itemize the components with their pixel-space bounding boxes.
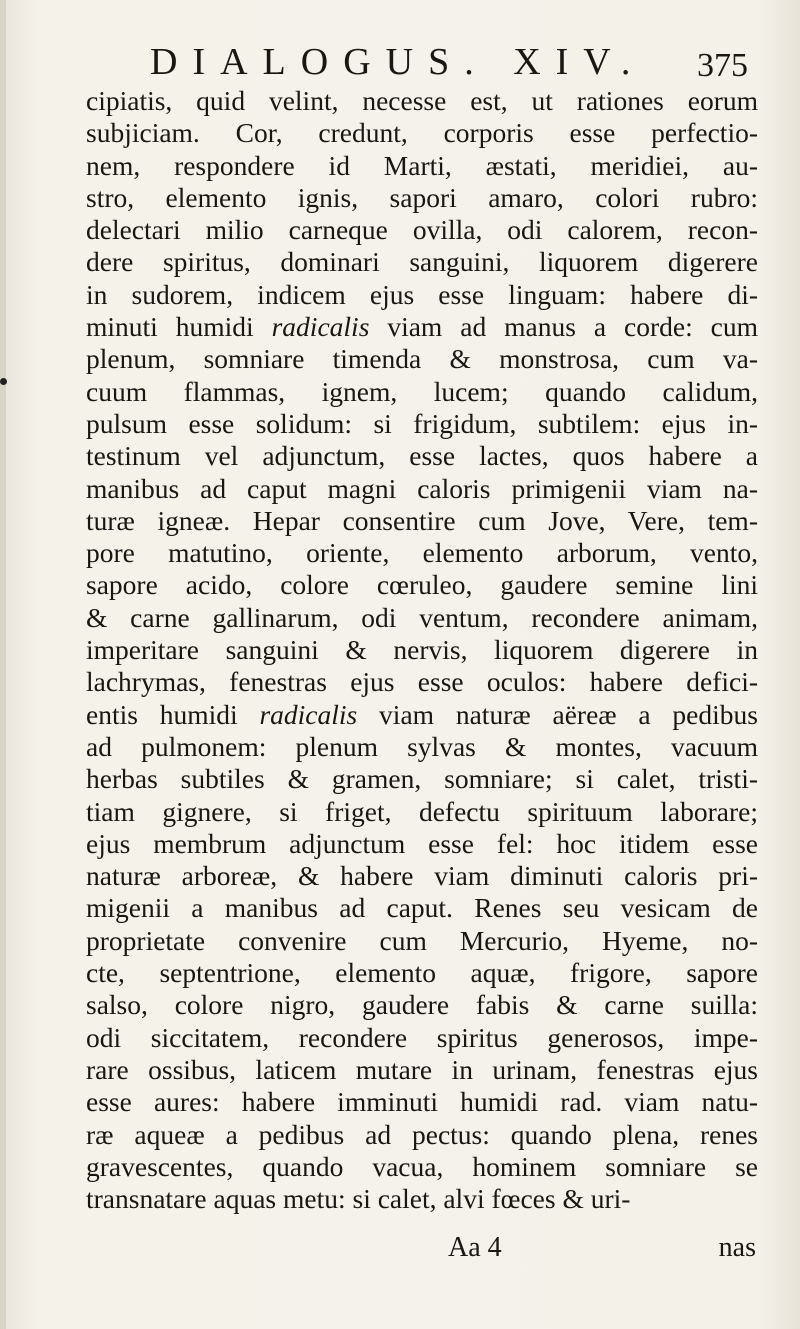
text-line: minuti humidi radicalis viam ad manus a corde: cum [86,311,758,343]
text-line: manibus ad caput magni caloris primigenii viam na- [86,472,758,504]
text-line: pulsum esse solidum: si frigidum, subtilem: ejus in- [86,407,758,439]
italic-word: radicalis [259,698,358,730]
text-line: transnatare aquas metu: si calet, alvi fœces & uri- [86,1183,631,1215]
text-line: ræ aqueæ a pedibus ad pectus: quando plena, renes [86,1118,758,1150]
page-footer [86,1230,758,1266]
text-line: nem, respondere id Marti, æstati, meridiei, au- [86,149,758,181]
text-line: testinum vel adjunctum, esse lactes, quos habere a [86,440,758,472]
text-line: plenum, somniare timenda & monstrosa, cum va- [86,343,758,375]
text-line: tiam gignere, si friget, defectu spirituum laborare; [86,795,758,827]
text-line: ad pulmonem: plenum sylvas & montes, vacuum [86,730,758,762]
printer-signature-mark: Aa 4 [448,1232,502,1263]
text-line: cte, septentrione, elemento aquæ, frigore, sapore [86,957,758,989]
text-line: cipiatis, quid velint, necesse est, ut rationes eorum [86,85,758,116]
text-line: sapore acido, colore cœruleo, gaudere semine lini [86,569,758,601]
body-text [86,85,758,1215]
text-line: in sudorem, indicem ejus esse linguam: habere di- [86,278,758,310]
text-line: turæ igneæ. Hepar consentire cum Jove, Vere, tem- [86,504,758,536]
text-line: stro, elemento ignis, sapori amaro, colori rubro: [86,181,758,213]
text-line: cuum flammas, ignem, lucem; quando calidum, [86,375,758,407]
running-head [150,40,760,84]
text-line: proprietate convenire cum Mercurio, Hyeme, no- [86,924,758,956]
italic-word: radicalis [271,311,370,343]
text-line: migenii a manibus ad caput. Renes seu vesicam de [86,892,758,924]
text-line: entis humidi radicalis viam naturæ aëreæ a pedibus [86,698,758,730]
text-line: imperitare sanguini & nervis, liquorem digerere in [86,634,758,666]
page-edge-shadow [0,0,6,1329]
running-head-title: DIALOGUS. XIV. [150,41,646,83]
text-line: salso, colore nigro, gaudere fabis & carne suilla: [86,989,758,1021]
text-line: naturæ arboreæ, & habere viam diminuti caloris pri- [86,860,758,892]
ink-dot [0,378,7,385]
text-line: lachrymas, fenestras ejus esse oculos: habere defici- [86,666,758,698]
text-line: gravescentes, quando vacua, hominem somniare se [86,1150,758,1182]
text-line: rare ossibus, laticem mutare in urinam, fenestras ejus [86,1053,758,1085]
text-line: esse aures: habere imminuti humidi rad. viam natu- [86,1086,758,1118]
page-number: 375 [697,47,748,84]
text-line: odi siccitatem, recondere spiritus generosos, impe- [86,1021,758,1053]
text-line: & carne gallinarum, odi ventum, recondere animam, [86,601,758,633]
catchword: nas [718,1232,756,1263]
text-line: herbas subtiles & gramen, somniare; si calet, tristi- [86,763,758,795]
text-line: subjiciam. Cor, credunt, corporis esse perfectio- [86,117,758,149]
text-line: ejus membrum adjunctum esse fel: hoc itidem esse [86,827,758,859]
text-line: delectari milio carneque ovilla, odi calorem, recon- [86,214,758,246]
text-line: dere spiritus, dominari sanguini, liquorem digerere [86,246,758,278]
text-line: pore matutino, oriente, elemento arborum, vento, [86,537,758,569]
